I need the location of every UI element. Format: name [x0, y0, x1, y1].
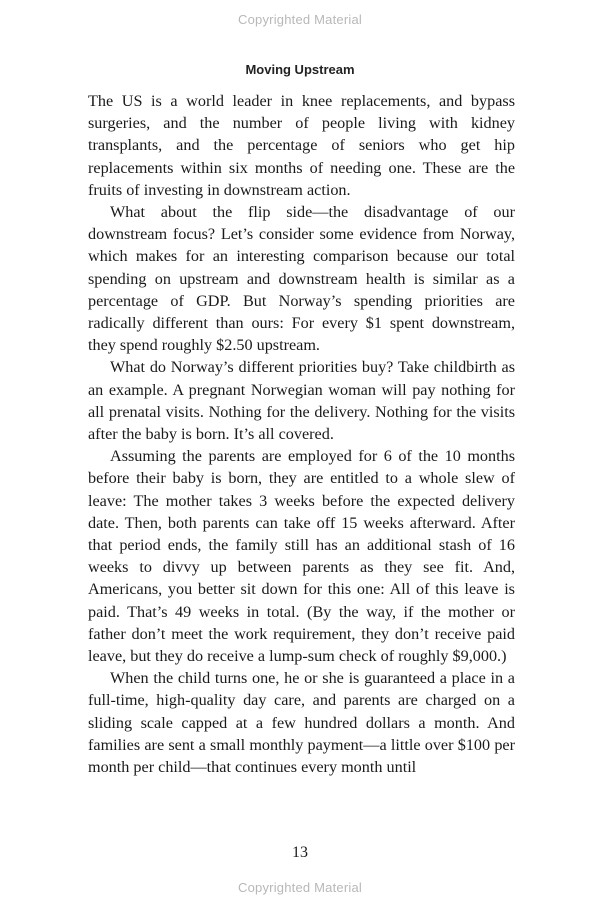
- body-text: [88, 90, 515, 778]
- page-number: 13: [292, 844, 308, 861]
- paragraph: When the child turns one, he or she is guaranteed a place in a full-time, high-quality day care, and parents are charged on a sliding scale capped at a few hundred dollars a month. And families are sent a small monthly payment—a little over $100 per month per child—that continues every month until: [88, 669, 515, 777]
- copyright-watermark-bottom: Copyrighted Material: [238, 880, 362, 895]
- paragraph: The US is a world leader in knee replacements, and bypass surgeries, and the number of people living with kidney transplants, and the percentage of seniors who get hip replacements within six months of needing one. These are the fruits of investing in downstream action.: [88, 92, 515, 199]
- running-head: Moving Upstream: [245, 62, 355, 77]
- paragraph: Assuming the parents are employed for 6 of the 10 months before their baby is born, they are entitled to a whole slew of leave: The mother takes 3 weeks before the expected delivery date. Then, both parents can take off 15 weeks afterward. After that period ends, the family still has an additional stash of 16 weeks to divvy up between parents as they see fit. And, Americans, you better sit down for this one: All of this leave is paid. That’s 49 weeks in total. (By the way, if the mother or father don’t meet the work requirement, they don’t receive paid leave, but they do receive a lump-sum check of roughly $9,000.): [88, 447, 515, 666]
- copyright-watermark-top: Copyrighted Material: [238, 12, 362, 27]
- paragraph: What do Norway’s different priorities buy? Take childbirth as an example. A pregnant Norwegian woman will pay nothing for all prenatal visits. Nothing for the delivery. Nothing for the visits after the baby is born. It’s all covered.: [88, 358, 515, 444]
- paragraph: What about the flip side—the disadvantage of our downstream focus? Let’s consider some evidence from Norway, which makes for an interesting comparison because our total spending on upstream and downstream health is similar as a percentage of GDP. But Norway’s spending priorities are radically different than ours: For every $1 spent downstream, they spend roughly $2.50 upstream.: [88, 203, 515, 355]
